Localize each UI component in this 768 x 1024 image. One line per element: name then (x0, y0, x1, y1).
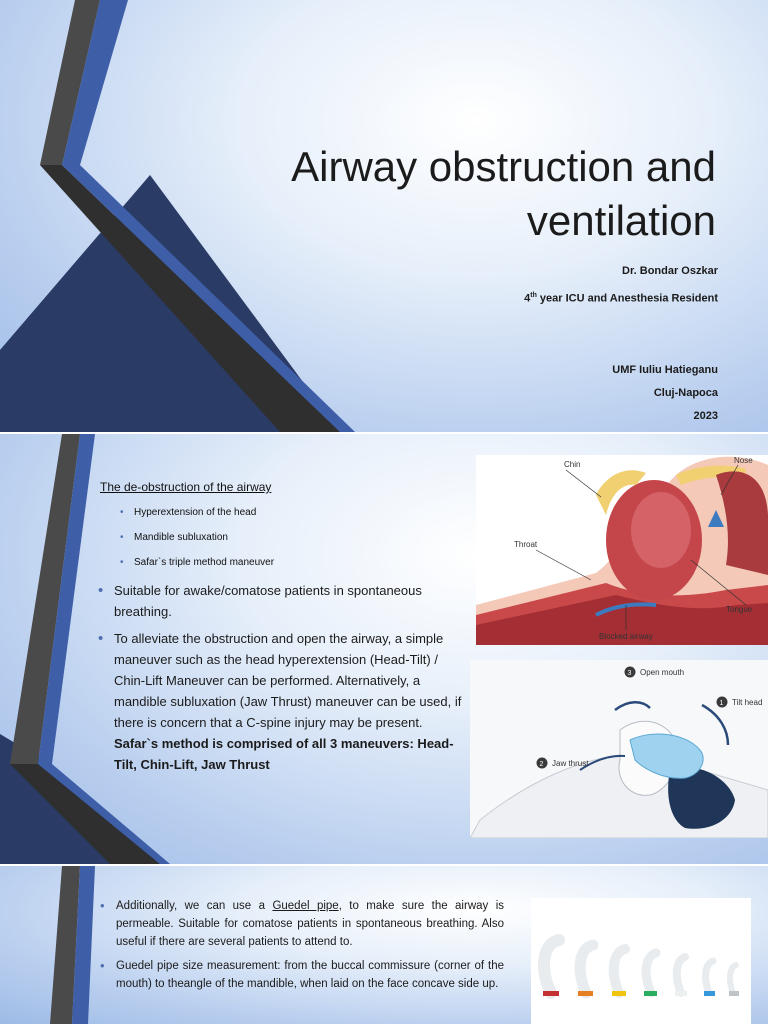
author: Dr. Bondar Oszkar (622, 265, 718, 277)
label-tongue: Tongue (726, 605, 753, 614)
bullet-suitable: • Suitable for awake/comatose patients in spontaneous breathing. (98, 580, 470, 622)
jaw-thrust-illustration (470, 660, 768, 838)
label-step-3-number: 3 (627, 670, 632, 677)
label-blocked-airway: Blocked airway (599, 632, 653, 641)
title-line-1: Airway obstruction and (291, 143, 716, 190)
bullet-guedel-usage: • Additionally, we can use a Guedel pipe, to make sure the airway is permeable. Suitable for comatose patients in spontaneous breathing. Also useful if there are several patients to attend to. (100, 897, 504, 951)
list-item: • Hyperextension of the head (120, 507, 274, 519)
label-throat: Throat (514, 540, 538, 549)
university: UMF Iuliu Hatieganu (612, 364, 718, 376)
year: 2023 (693, 410, 718, 422)
label-open-mouth: Open mouth (640, 668, 685, 677)
label-chin: Chin (564, 460, 581, 469)
label-jaw-thrust: Jaw thrust (552, 759, 589, 768)
guedel-pipe-link[interactable]: Guedel pipe (272, 900, 339, 912)
slide-title (216, 140, 716, 248)
author-role: 4th year ICU and Anesthesia Resident (524, 292, 718, 305)
list-item: • Mandible subluxation (120, 532, 274, 544)
label-step-1-number: 1 (719, 700, 724, 707)
maneuver-list (120, 507, 274, 582)
bullet-list (98, 580, 470, 781)
bullet-alleviate: • To alleviate the obstruction and open the airway, a simple maneuver such as the head hyperextension (Head-Tilt) / Chin-Lift Maneuver can be performed. Alternatively, a mandible subluxation (Jaw Thrust) maneuver can be used, if there is concern that a C-spine injury may be present. Safar`s method is comprised of all 3 maneuvers: Head-Tilt, Chin-Lift, Jaw Thrust (98, 628, 470, 775)
city: Cluj-Napoca (653, 387, 718, 399)
label-nose: Nose (734, 456, 753, 465)
airway-anatomy-illustration (476, 455, 768, 645)
safar-method-text: Safar`s method is comprised of all 3 maneuvers: Head-Tilt, Chin-Lift, Jaw Thrust (114, 736, 454, 772)
title-line-2: ventilation (526, 197, 716, 244)
label-tilt-head: Tilt head (732, 698, 763, 707)
bullet-guedel-size: • Guedel pipe size measurement: from the buccal commissure (corner of the mouth) to theangle of the mandible, when laid on the face concave side up. (100, 957, 504, 993)
guedel-pipes-image (531, 898, 751, 1024)
list-item: • Safar`s triple method maneuver (120, 557, 274, 569)
label-step-2-number: 2 (539, 761, 544, 768)
guedel-bullet-list (100, 897, 504, 999)
section-heading: The de-obstruction of the airway (100, 480, 272, 494)
title-slide (0, 0, 768, 432)
